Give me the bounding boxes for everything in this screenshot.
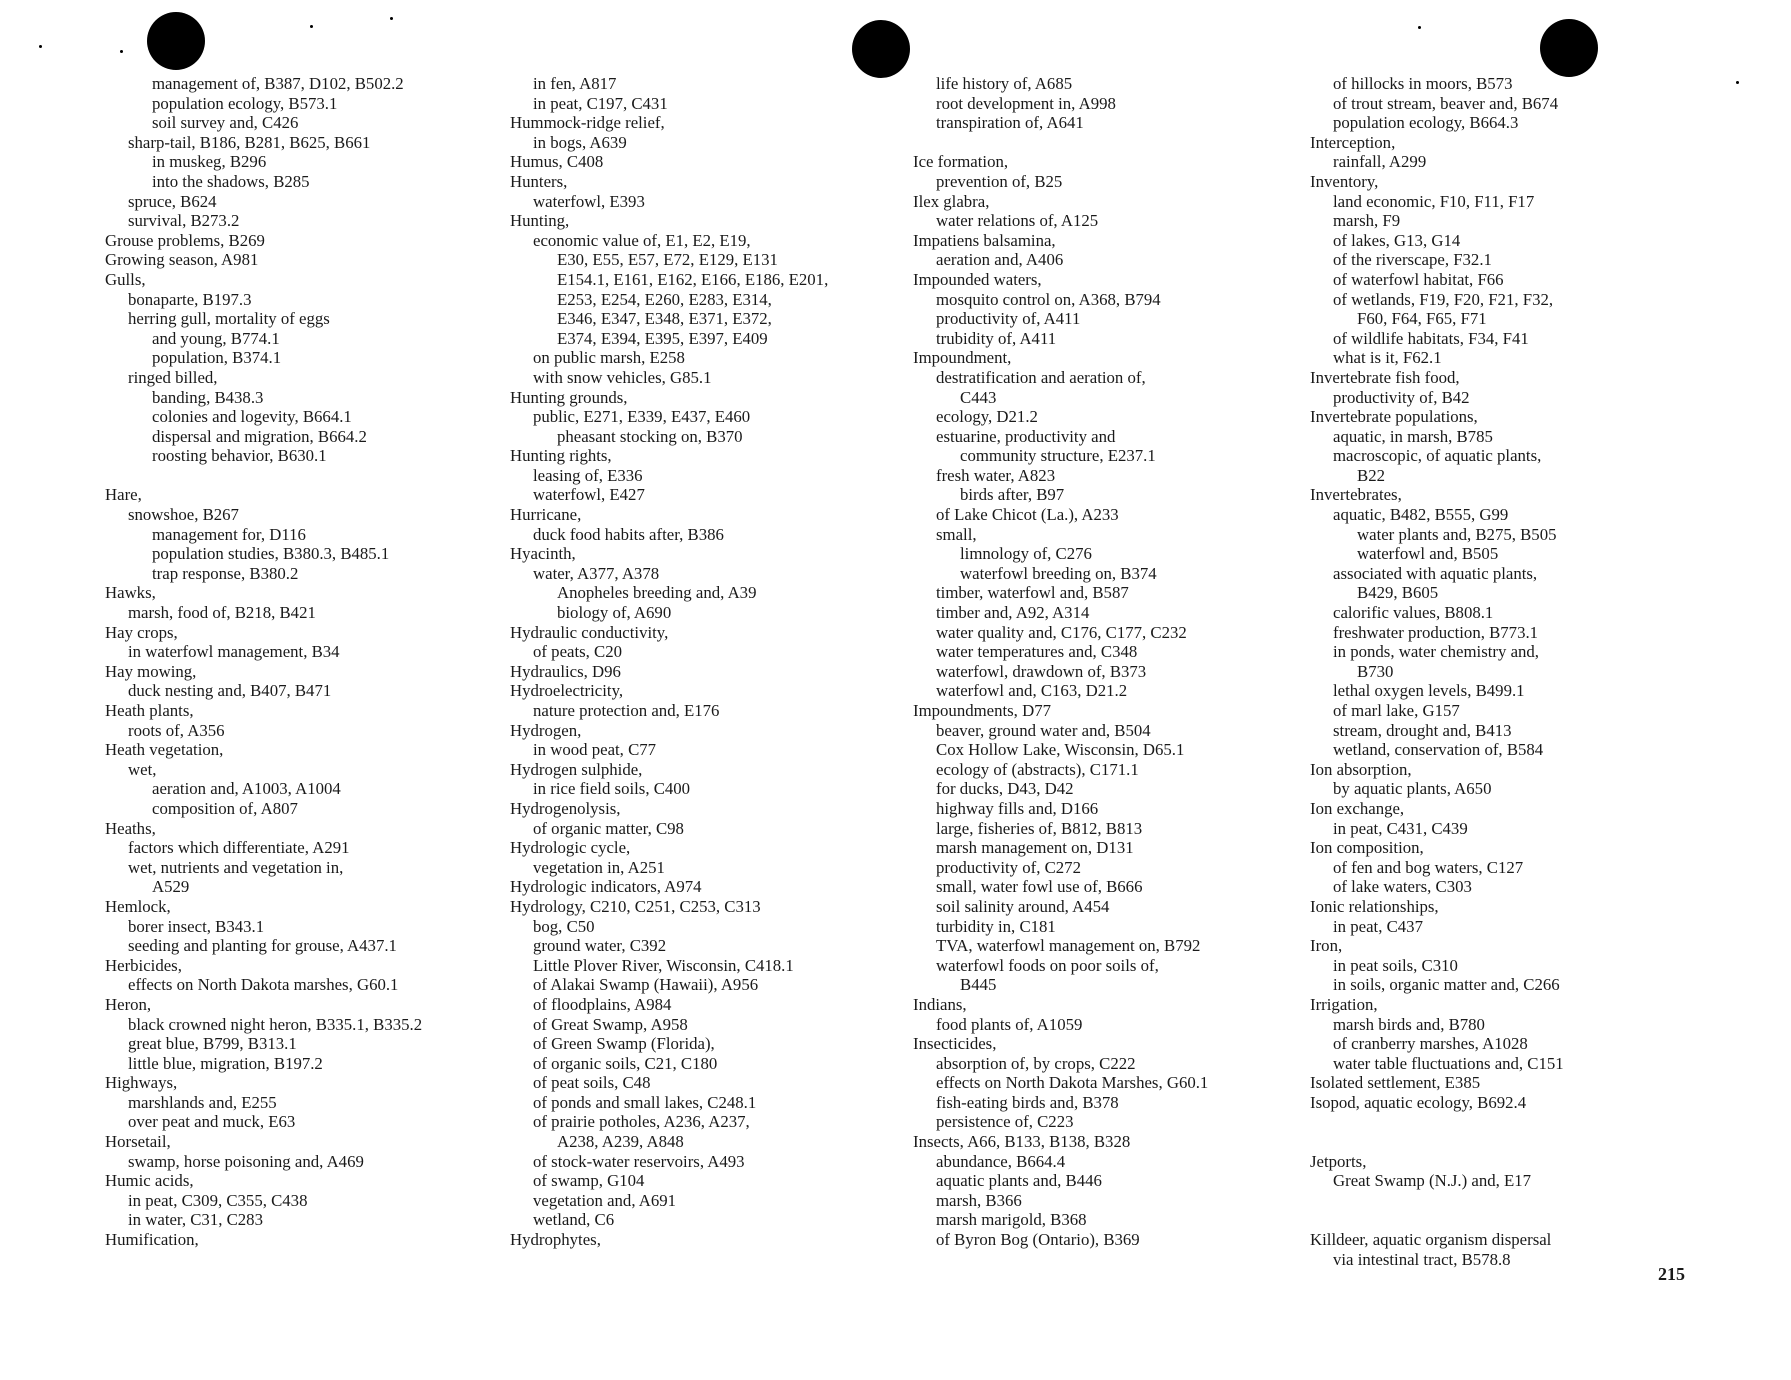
index-entry: survival, B273.2 xyxy=(128,211,240,231)
index-entry: borer insect, B343.1 xyxy=(128,916,265,936)
index-entry: Inventory, xyxy=(1310,171,1379,191)
index-entry: productivity of, A411 xyxy=(936,309,1081,329)
index-entry: of lake waters, C303 xyxy=(1333,877,1472,897)
index-entry: TVA, waterfowl management on, B792 xyxy=(936,936,1201,956)
index-entry: birds after, B97 xyxy=(960,485,1065,505)
index-entry: Hydrogenolysis, xyxy=(510,798,621,818)
index-entry: of Lake Chicot (La.), A233 xyxy=(936,505,1119,525)
index-entry: water quality and, C176, C177, C232 xyxy=(936,622,1187,642)
index-entry: and young, B774.1 xyxy=(152,328,280,348)
index-entry: in peat, C197, C431 xyxy=(533,93,668,113)
index-entry: in rice field soils, C400 xyxy=(533,779,691,799)
index-entry: little blue, migration, B197.2 xyxy=(128,1053,323,1073)
index-entry: Hay crops, xyxy=(105,622,178,642)
index-entry: great blue, B799, B313.1 xyxy=(128,1034,297,1054)
index-entry: in peat, C431, C439 xyxy=(1333,818,1468,838)
index-entry: Invertebrates, xyxy=(1310,485,1402,505)
index-entry: economic value of, E1, E2, E19, xyxy=(533,230,751,250)
index-entry: waterfowl, E393 xyxy=(533,191,645,211)
index-entry: Hummock-ridge relief, xyxy=(510,113,665,133)
index-entry: by aquatic plants, A650 xyxy=(1333,779,1492,799)
index-entry: E30, E55, E57, E72, E129, E131 xyxy=(557,250,778,270)
index-entry: roosting behavior, B630.1 xyxy=(152,446,327,466)
scan-speck xyxy=(1736,81,1739,84)
index-entry: timber, waterfowl and, B587 xyxy=(936,583,1129,603)
index-entry: Irrigation, xyxy=(1310,994,1378,1014)
index-entry: dispersal and migration, B664.2 xyxy=(152,426,367,446)
index-entry: of waterfowl habitat, F66 xyxy=(1333,269,1504,289)
index-entry: of the riverscape, F32.1 xyxy=(1333,250,1492,270)
index-entry: wetland, conservation of, B584 xyxy=(1333,740,1544,760)
index-entry: macroscopic, of aquatic plants, xyxy=(1333,446,1542,466)
index-entry: marsh birds and, B780 xyxy=(1333,1014,1485,1034)
index-entry: herring gull, mortality of eggs xyxy=(128,309,330,329)
index-entry: factors which differentiate, A291 xyxy=(128,838,350,858)
index-entry: B730 xyxy=(1357,661,1394,681)
index-entry: Ion exchange, xyxy=(1310,798,1405,818)
index-entry: spruce, B624 xyxy=(128,191,217,211)
index-entry: Insecticides, xyxy=(913,1034,997,1054)
index-entry: what is it, F62.1 xyxy=(1333,348,1442,368)
index-entry: of peat soils, C48 xyxy=(533,1073,651,1093)
index-entry: marsh, F9 xyxy=(1333,211,1401,231)
index-entry: ecology, D21.2 xyxy=(936,407,1038,427)
index-entry: Humification, xyxy=(105,1230,199,1250)
index-entry: Killdeer, aquatic organism dispersal xyxy=(1310,1230,1552,1250)
index-entry: beaver, ground water and, B504 xyxy=(936,720,1151,740)
index-entry: B429, B605 xyxy=(1357,583,1439,603)
index-entry: waterfowl, E427 xyxy=(533,485,645,505)
index-entry: colonies and logevity, B664.1 xyxy=(152,407,352,427)
index-entry: F60, F64, F65, F71 xyxy=(1357,309,1487,329)
index-entry: in fen, A817 xyxy=(533,74,617,93)
index-column-2 xyxy=(510,74,900,1250)
index-entry: in waterfowl management, B34 xyxy=(128,642,340,662)
index-entry: population ecology, B573.1 xyxy=(152,93,338,113)
index-entry: water relations of, A125 xyxy=(936,211,1099,231)
punch-hole-right xyxy=(1540,19,1598,77)
index-entry: Hunting grounds, xyxy=(510,387,628,407)
index-entry: Herbicides, xyxy=(105,955,182,975)
index-entry: nature protection and, E176 xyxy=(533,701,720,720)
index-entry: banding, B438.3 xyxy=(152,387,264,407)
index-entry: Ice formation, xyxy=(913,152,1009,172)
index-entry: of Green Swamp (Florida), xyxy=(533,1034,715,1054)
index-entry: rainfall, A299 xyxy=(1333,152,1427,172)
punch-hole-center xyxy=(852,20,910,78)
index-entry: population ecology, B664.3 xyxy=(1333,113,1519,133)
index-entry: Hare, xyxy=(105,485,142,505)
index-entry: C443 xyxy=(960,387,997,407)
index-entry: composition of, A807 xyxy=(152,798,298,818)
index-entry: effects on North Dakota Marshes, G60.1 xyxy=(936,1073,1209,1093)
index-spacer xyxy=(1310,1210,1690,1230)
index-entry: marshlands and, E255 xyxy=(128,1092,277,1112)
index-entry: Impoundment, xyxy=(913,348,1012,368)
index-entry: Humus, C408 xyxy=(510,152,604,172)
index-entry: waterfowl breeding on, B374 xyxy=(960,563,1157,583)
index-entry: aeration and, A1003, A1004 xyxy=(152,779,341,799)
index-entry: aquatic, B482, B555, G99 xyxy=(1333,505,1509,525)
index-entry: roots of, A356 xyxy=(128,720,225,740)
index-entry: Ion absorption, xyxy=(1310,759,1412,779)
index-entry: Invertebrate fish food, xyxy=(1310,367,1460,387)
index-entry: in ponds, water chemistry and, xyxy=(1333,642,1539,662)
index-entry: of Byron Bog (Ontario), B369 xyxy=(936,1230,1140,1250)
index-entry: of lakes, G13, G14 xyxy=(1333,230,1461,250)
index-entry: duck nesting and, B407, B471 xyxy=(128,681,332,701)
index-entry: vegetation in, A251 xyxy=(533,857,665,877)
index-entry: Great Swamp (N.J.) and, E17 xyxy=(1333,1171,1532,1191)
index-entry: persistence of, C223 xyxy=(936,1112,1074,1132)
index-entry: limnology of, C276 xyxy=(960,544,1092,564)
index-entry: Heron, xyxy=(105,994,152,1014)
index-entry: Invertebrate populations, xyxy=(1310,407,1478,427)
index-entry: E154.1, E161, E162, E166, E186, E201, xyxy=(557,269,829,289)
index-entry: Grouse problems, B269 xyxy=(105,230,265,250)
index-entry: Isopod, aquatic ecology, B692.4 xyxy=(1310,1092,1527,1112)
index-entry: marsh, B366 xyxy=(936,1190,1022,1210)
index-entry: marsh management on, D131 xyxy=(936,838,1134,858)
index-entry: waterfowl and, B505 xyxy=(1357,544,1499,564)
index-entry: effects on North Dakota marshes, G60.1 xyxy=(128,975,399,995)
index-entry: in peat, C437 xyxy=(1333,916,1423,936)
page-number: 215 xyxy=(1658,1264,1685,1284)
scan-speck xyxy=(390,17,393,20)
scan-speck xyxy=(1418,26,1421,29)
index-entry: of trout stream, beaver and, B674 xyxy=(1333,93,1559,113)
index-entry: for ducks, D43, D42 xyxy=(936,779,1074,799)
index-entry: Hyacinth, xyxy=(510,544,576,564)
index-entry: Hunting rights, xyxy=(510,446,612,466)
index-entry: of ponds and small lakes, C248.1 xyxy=(533,1092,757,1112)
index-entry: of Alakai Swamp (Hawaii), A956 xyxy=(533,975,759,995)
index-entry: of wetlands, F19, F20, F21, F32, xyxy=(1333,289,1554,309)
index-entry: Growing season, A981 xyxy=(105,250,259,270)
index-entry: leasing of, E336 xyxy=(533,465,643,485)
index-entry: Isolated settlement, E385 xyxy=(1310,1073,1481,1093)
index-entry: bonaparte, B197.3 xyxy=(128,289,252,309)
index-spacer xyxy=(1310,1112,1690,1132)
index-entry: trap response, B380.2 xyxy=(152,563,299,583)
index-entry: mosquito control on, A368, B794 xyxy=(936,289,1161,309)
index-entry: Little Plover River, Wisconsin, C418.1 xyxy=(533,955,794,975)
index-entry: estuarine, productivity and xyxy=(936,426,1116,446)
index-entry: in water, C31, C283 xyxy=(128,1210,263,1230)
index-entry: root development in, A998 xyxy=(936,93,1116,113)
index-entry: public, E271, E339, E437, E460 xyxy=(533,407,751,427)
index-entry: into the shadows, B285 xyxy=(152,171,310,191)
index-entry: soil salinity around, A454 xyxy=(936,896,1110,916)
index-entry: wetland, C6 xyxy=(533,1210,615,1230)
index-entry: Hydrogen sulphide, xyxy=(510,759,643,779)
index-entry: Hydroelectricity, xyxy=(510,681,624,701)
index-entry: population, B374.1 xyxy=(152,348,282,368)
index-entry: small, water fowl use of, B666 xyxy=(936,877,1143,897)
index-entry: productivity of, B42 xyxy=(1333,387,1470,407)
index-column-4 xyxy=(1310,74,1690,1269)
index-entry: ecology of (abstracts), C171.1 xyxy=(936,759,1139,779)
index-entry: Hurricane, xyxy=(510,505,582,525)
index-entry: in peat soils, C310 xyxy=(1333,955,1458,975)
index-entry: Jetports, xyxy=(1310,1151,1367,1171)
index-entry: turbidity in, C181 xyxy=(936,916,1056,936)
index-spacer xyxy=(105,466,495,486)
index-entry: Humic acids, xyxy=(105,1171,194,1191)
index-entry: community structure, E237.1 xyxy=(960,446,1156,466)
index-entry: marsh, food of, B218, B421 xyxy=(128,603,316,623)
index-entry: E374, E394, E395, E397, E409 xyxy=(557,328,768,348)
index-entry: of cranberry marshes, A1028 xyxy=(1333,1034,1528,1054)
index-entry: Hemlock, xyxy=(105,896,171,916)
index-entry: A529 xyxy=(152,877,190,897)
index-entry: biology of, A690 xyxy=(557,603,672,623)
index-entry: of peats, C20 xyxy=(533,642,623,662)
index-entry: in peat, C309, C355, C438 xyxy=(128,1190,308,1210)
index-entry: destratification and aeration of, xyxy=(936,367,1146,387)
index-entry: Heaths, xyxy=(105,818,156,838)
index-entry: snowshoe, B267 xyxy=(128,505,239,525)
index-entry: on public marsh, E258 xyxy=(533,348,685,368)
index-entry: Highways, xyxy=(105,1073,178,1093)
index-entry: freshwater production, B773.1 xyxy=(1333,622,1539,642)
index-entry: in muskeg, B296 xyxy=(152,152,267,172)
index-entry: water plants and, B275, B505 xyxy=(1357,524,1557,544)
index-entry: trubidity of, A411 xyxy=(936,328,1057,348)
index-entry: black crowned night heron, B335.1, B335.2 xyxy=(128,1014,423,1034)
index-entry: management of, B387, D102, B502.2 xyxy=(152,74,404,93)
index-entry: aquatic plants and, B446 xyxy=(936,1171,1102,1191)
index-entry: via intestinal tract, B578.8 xyxy=(1333,1249,1511,1269)
index-entry: Hunting, xyxy=(510,211,570,231)
index-entry: Impoundments, D77 xyxy=(913,701,1051,720)
index-entry: fresh water, A823 xyxy=(936,465,1056,485)
index-entry: seeding and planting for grouse, A437.1 xyxy=(128,936,397,956)
index-entry: land economic, F10, F11, F17 xyxy=(1333,191,1535,211)
index-entry: Interception, xyxy=(1310,132,1396,152)
index-entry: Gulls, xyxy=(105,269,146,289)
index-entry: timber and, A92, A314 xyxy=(936,603,1090,623)
index-entry: E253, E254, E260, E283, E314, xyxy=(557,289,772,309)
index-entry: water, A377, A378 xyxy=(533,563,660,583)
index-entry: A238, A239, A848 xyxy=(557,1132,684,1152)
index-entry: Anopheles breeding and, A39 xyxy=(557,583,757,603)
index-entry: Ionic relationships, xyxy=(1310,896,1439,916)
index-entry: stream, drought and, B413 xyxy=(1333,720,1512,740)
index-entry: of organic soils, C21, C180 xyxy=(533,1053,718,1073)
index-entry: waterfowl, drawdown of, B373 xyxy=(936,661,1147,681)
index-entry: in soils, organic matter and, C266 xyxy=(1333,975,1560,995)
index-entry: Heath vegetation, xyxy=(105,740,224,760)
index-entry: waterfowl and, C163, D21.2 xyxy=(936,681,1128,701)
index-entry: Hydrogen, xyxy=(510,720,582,740)
index-spacer xyxy=(1310,1132,1690,1152)
index-entry: Insects, A66, B133, B138, B328 xyxy=(913,1132,1131,1152)
index-entry: abundance, B664.4 xyxy=(936,1151,1066,1171)
index-entry: swamp, horse poisoning and, A469 xyxy=(128,1151,364,1171)
index-entry: Hydrologic cycle, xyxy=(510,838,631,858)
index-entry: wet, xyxy=(128,759,157,779)
index-entry: in wood peat, C77 xyxy=(533,740,657,760)
index-entry: over peat and muck, E63 xyxy=(128,1112,296,1132)
index-entry: fish-eating birds and, B378 xyxy=(936,1092,1119,1112)
index-entry: pheasant stocking on, B370 xyxy=(557,426,743,446)
index-entry: large, fisheries of, B812, B813 xyxy=(936,818,1143,838)
index-entry: B445 xyxy=(960,975,997,995)
scan-speck xyxy=(39,45,42,48)
index-entry: highway fills and, D166 xyxy=(936,798,1099,818)
index-entry: Hay mowing, xyxy=(105,661,197,681)
index-entry: prevention of, B25 xyxy=(936,171,1063,191)
index-spacer xyxy=(1310,1191,1690,1211)
index-entry: absorption of, by crops, C222 xyxy=(936,1053,1136,1073)
index-entry: water table fluctuations and, C151 xyxy=(1333,1053,1564,1073)
index-entry: soil survey and, C426 xyxy=(152,113,299,133)
index-entry: of wildlife habitats, F34, F41 xyxy=(1333,328,1529,348)
index-entry: Hydraulics, D96 xyxy=(510,661,621,681)
index-entry: food plants of, A1059 xyxy=(936,1014,1083,1034)
index-entry: bog, C50 xyxy=(533,916,595,936)
index-entry: Cox Hollow Lake, Wisconsin, D65.1 xyxy=(936,740,1185,760)
index-entry: of floodplains, A984 xyxy=(533,994,672,1014)
index-entry: population studies, B380.3, B485.1 xyxy=(152,544,390,564)
index-entry: Ion composition, xyxy=(1310,838,1424,858)
index-entry: Iron, xyxy=(1310,936,1343,956)
index-entry: of hillocks in moors, B573 xyxy=(1333,74,1513,93)
index-entry: aquatic, in marsh, B785 xyxy=(1333,426,1493,446)
index-entry: of stock-water reservoirs, A493 xyxy=(533,1151,745,1171)
punch-hole-left xyxy=(147,12,205,70)
index-entry: management for, D116 xyxy=(152,524,306,544)
index-entry: of fen and bog waters, C127 xyxy=(1333,857,1524,877)
index-spacer xyxy=(913,133,1303,153)
index-entry: ringed billed, xyxy=(128,367,218,387)
index-entry: Hydrophytes, xyxy=(510,1230,601,1250)
index-entry: associated with aquatic plants, xyxy=(1333,563,1538,583)
index-entry: marsh marigold, B368 xyxy=(936,1210,1087,1230)
index-entry: calorific values, B808.1 xyxy=(1333,603,1494,623)
index-entry: of marl lake, G157 xyxy=(1333,701,1460,720)
index-entry: sharp-tail, B186, B281, B625, B661 xyxy=(128,132,371,152)
index-entry: life history of, A685 xyxy=(936,74,1073,93)
index-entry: B22 xyxy=(1357,465,1385,485)
index-entry: Hydrology, C210, C251, C253, C313 xyxy=(510,896,761,916)
index-entry: lethal oxygen levels, B499.1 xyxy=(1333,681,1525,701)
index-entry: small, xyxy=(936,524,977,544)
scan-speck xyxy=(120,50,123,53)
index-entry: in bogs, A639 xyxy=(533,132,627,152)
index-column-3 xyxy=(913,74,1303,1250)
index-entry: Impounded waters, xyxy=(913,269,1042,289)
index-entry: Hunters, xyxy=(510,171,568,191)
index-column-1 xyxy=(105,74,495,1250)
index-entry: wet, nutrients and vegetation in, xyxy=(128,857,344,877)
index-entry: of organic matter, C98 xyxy=(533,818,684,838)
index-entry: Heath plants, xyxy=(105,701,194,720)
index-entry: Ilex glabra, xyxy=(913,191,990,211)
index-entry: water temperatures and, C348 xyxy=(936,642,1138,662)
index-entry: transpiration of, A641 xyxy=(936,113,1084,133)
index-entry: Hydrologic indicators, A974 xyxy=(510,877,702,897)
index-entry: aeration and, A406 xyxy=(936,250,1064,270)
index-entry: with snow vehicles, G85.1 xyxy=(533,367,712,387)
index-entry: productivity of, C272 xyxy=(936,857,1081,877)
index-entry: Impatiens balsamina, xyxy=(913,230,1056,250)
index-entry: of swamp, G104 xyxy=(533,1171,645,1191)
scan-speck xyxy=(310,25,313,28)
index-entry: Horsetail, xyxy=(105,1132,171,1152)
index-entry: vegetation and, A691 xyxy=(533,1190,677,1210)
index-entry: Hydraulic conductivity, xyxy=(510,622,669,642)
index-entry: Indians, xyxy=(913,994,967,1014)
index-entry: E346, E347, E348, E371, E372, xyxy=(557,309,772,329)
index-entry: ground water, C392 xyxy=(533,936,667,956)
index-entry: waterfowl foods on poor soils of, xyxy=(936,955,1159,975)
index-entry: duck food habits after, B386 xyxy=(533,524,724,544)
index-entry: of prairie potholes, A236, A237, xyxy=(533,1112,750,1132)
index-entry: Hawks, xyxy=(105,583,156,603)
index-entry: of Great Swamp, A958 xyxy=(533,1014,688,1034)
